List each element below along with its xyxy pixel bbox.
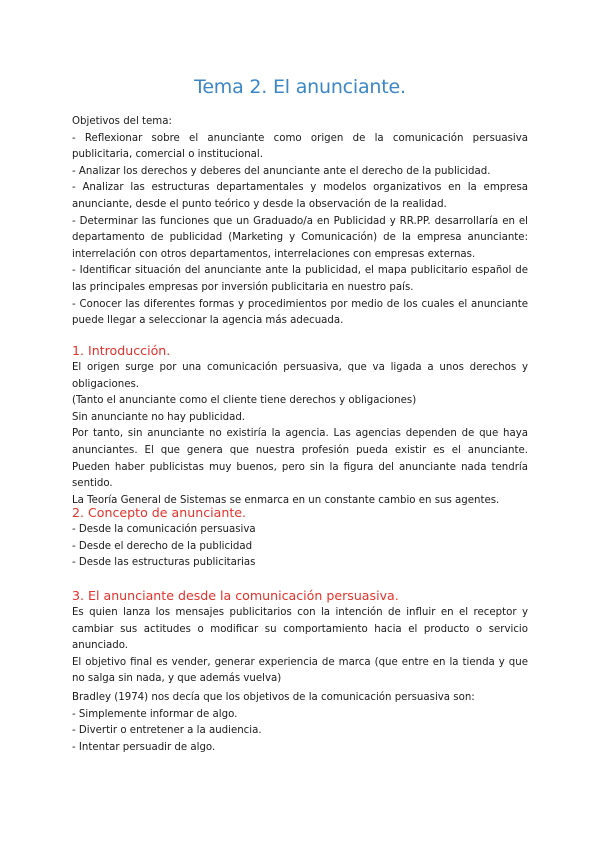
section-concepto [72,504,528,572]
paragraph: El origen surge por una comunicación persuasiva, que va ligada a unos derechos y obligaciones. [72,362,528,390]
paragraph: La Teoría General de Sistemas se enmarca en un constante cambio en sus agentes. [72,494,500,506]
list-item: - Intentar persuadir de algo. [72,741,216,753]
list-item: - Desde la comunicación persuasiva [72,524,256,535]
objectives-section [72,114,528,330]
list-item: - Divertir o entretener a la audiencia. [72,725,262,737]
objective-item: - Analizar las estructuras departamentales y modelos organizativos en la empresa anunciante, desde el punto teórico y desde la observación de la realidad. [72,182,528,210]
section-comunicacion-persuasiva [72,587,528,688]
section-introduccion [72,342,528,509]
page-title: Tema 2. El anunciante. [194,76,406,98]
paragraph: Por tanto, sin anunciante no existiría la agencia. Las agencias dependen de que haya anunciantes. El que genera que nuestra profesión pueda existir es el anunciante. Pueden haber publicistas muy buenos, pero sin la figura del anunciante nada tendría sentido. [72,428,528,490]
paragraph: (Tanto el anunciante como el cliente tiene derechos y obligaciones) [72,395,417,407]
paragraph: Bradley (1974) nos decía que los objetivos de la comunicación persuasiva son: [72,692,475,703]
section-heading: 1. Introducción. [72,343,171,358]
list-item: - Desde el derecho de la publicidad [72,540,253,552]
list-item: - Simplemente informar de algo. [72,708,238,720]
objective-item: - Reflexionar sobre el anunciante como origen de la comunicación persuasiva publicitaria, comercial o institucional. [72,132,528,161]
paragraph: El objetivo final es vender, generar experiencia de marca (que entre en la tienda y que no salga sin nada, y que además vuelva) [72,656,528,685]
objectives-heading: Objetivos del tema: [72,116,172,127]
objective-item: - Analizar los derechos y deberes del anunciante ante el derecho de la publicidad. [72,165,491,177]
section-heading: 2. Concepto de anunciante. [72,505,247,520]
objective-item: - Conocer las diferentes formas y procedimientos por medio de los cuales el anunciante puede llegar a seleccionar la agencia más adecuada. [72,298,528,327]
paragraph: Es quien lanza los mensajes publicitarios con la intención de influir en el receptor y cambiar sus actitudes o modificar su comportamiento hacia el producto o servicio anunciado. [72,607,528,652]
bradley-section [72,690,528,756]
paragraph: Sin anunciante no hay publicidad. [72,411,246,423]
section-heading: 3. El anunciante desde la comunicación persuasiva. [72,588,399,603]
objective-item: - Identificar situación del anunciante ante la publicidad, el mapa publicitario español de las principales empresas por inversión publicitaria en nuestro país. [72,265,528,293]
objective-item: - Determinar las funciones que un Graduado/a en Publicidad y RR.PP. desarrollaría en el departamento de publicidad (Marketing y Comunicación) de la empresa anunciante: interrelación con otros departamentos, interrelaciones con empresas externas. [72,215,528,260]
list-item: - Desde las estructuras publicitarias [72,557,256,569]
